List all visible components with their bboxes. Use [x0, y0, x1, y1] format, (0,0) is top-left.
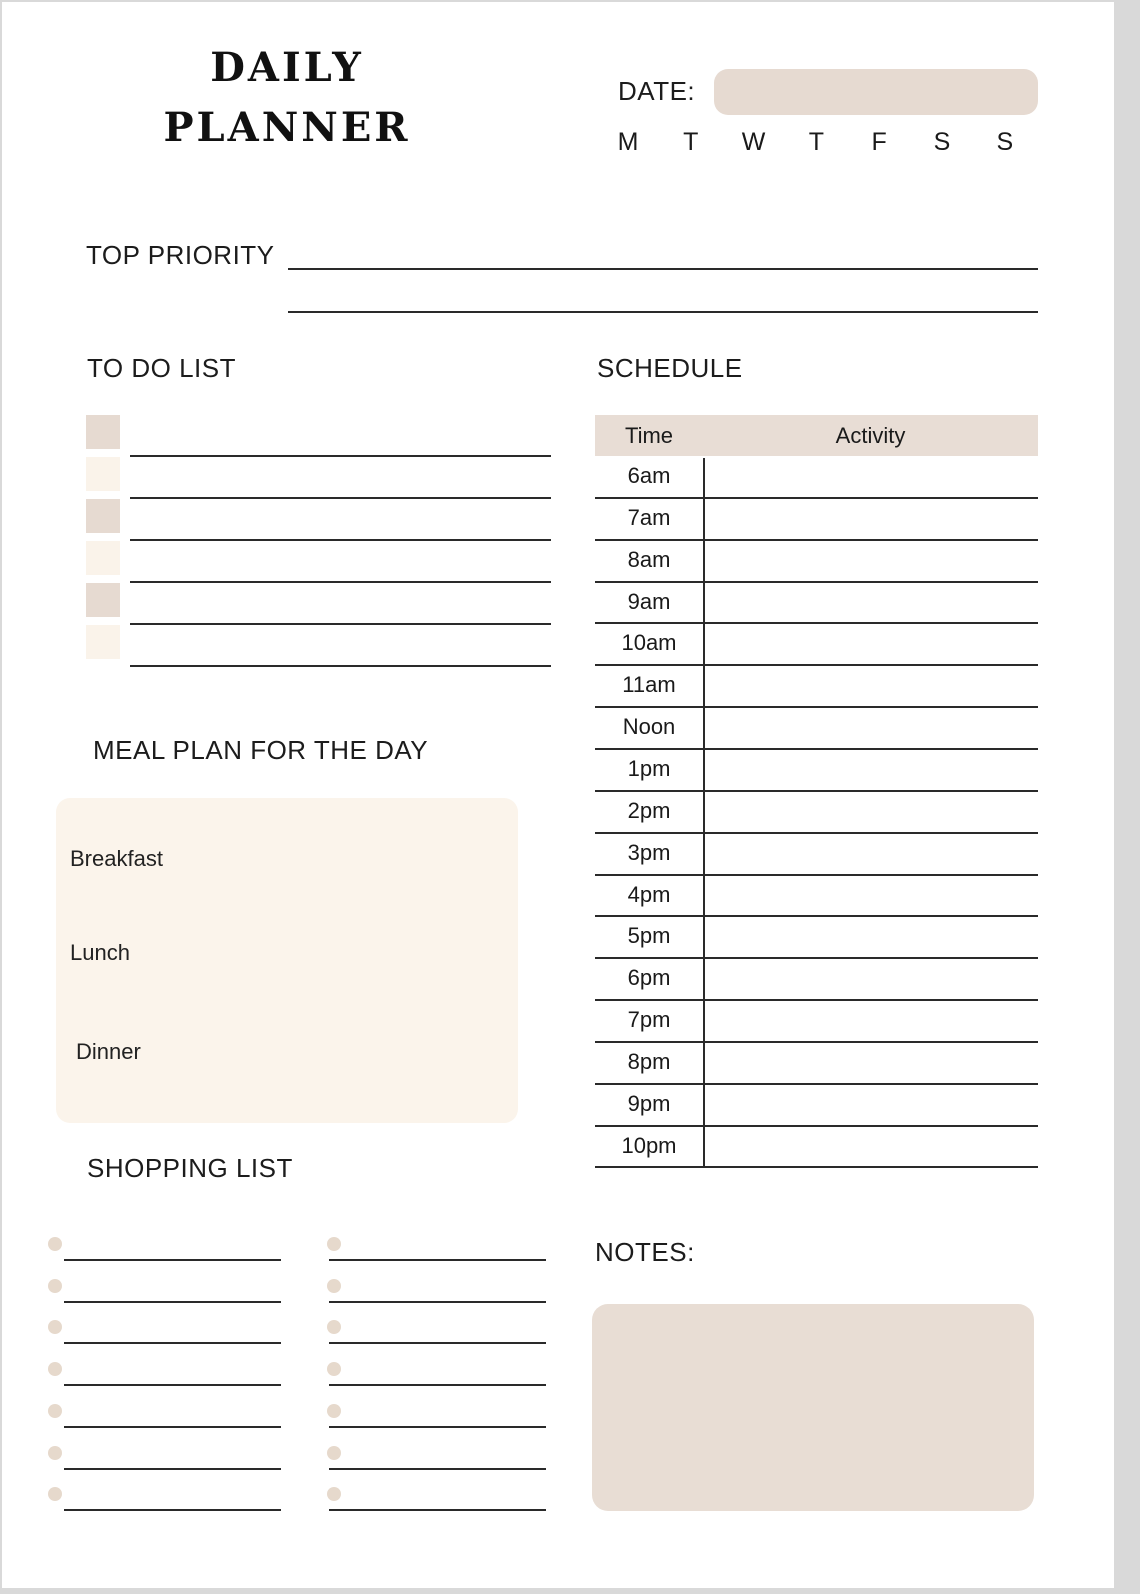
shopping-bullet	[327, 1362, 341, 1376]
todo-checkbox[interactable]	[86, 541, 120, 575]
page-title-line2: PLANNER	[163, 104, 411, 151]
weekday-6[interactable]: S	[996, 128, 1014, 156]
schedule-row-line[interactable]	[595, 1083, 1038, 1085]
shopping-bullet	[48, 1320, 62, 1334]
schedule-time: 8am	[627, 546, 671, 572]
schedule-row-line[interactable]	[595, 999, 1038, 1001]
schedule-activity-header: Activity	[835, 423, 906, 448]
weekday-3[interactable]: T	[808, 128, 825, 156]
shopping-bullet	[327, 1487, 341, 1501]
schedule-time: 11am	[622, 672, 676, 698]
schedule-row-line[interactable]	[595, 874, 1038, 876]
schedule-row-line[interactable]	[595, 915, 1038, 917]
todo-checkbox[interactable]	[86, 583, 120, 617]
shopping-bullet	[327, 1237, 341, 1251]
meal-breakfast-label: Breakfast	[70, 846, 163, 871]
shopping-line[interactable]	[329, 1342, 546, 1344]
schedule-row-line[interactable]	[595, 957, 1038, 959]
notes-box[interactable]	[592, 1304, 1034, 1511]
planner-page	[2, 2, 1114, 1588]
todo-line[interactable]	[130, 623, 551, 625]
top-priority-line[interactable]	[288, 268, 1038, 270]
todo-label: TO DO LIST	[87, 353, 236, 383]
meal-lunch-label: Lunch	[70, 940, 130, 965]
schedule-time: 10am	[621, 630, 677, 656]
shopping-line[interactable]	[64, 1426, 281, 1428]
todo-line[interactable]	[130, 581, 551, 583]
schedule-row-line[interactable]	[595, 539, 1038, 541]
top-priority-line[interactable]	[288, 311, 1038, 313]
shopping-line[interactable]	[64, 1509, 281, 1511]
schedule-column-divider	[703, 458, 705, 1168]
shopping-line[interactable]	[64, 1384, 281, 1386]
todo-checkbox[interactable]	[86, 415, 120, 449]
schedule-time: 7am	[627, 504, 671, 530]
schedule-time: 8pm	[627, 1048, 671, 1074]
schedule-row-line[interactable]	[595, 1166, 1038, 1168]
schedule-row-line[interactable]	[595, 1125, 1038, 1127]
date-label: DATE:	[618, 76, 696, 106]
date-field[interactable]	[714, 69, 1038, 115]
schedule-time: Noon	[622, 714, 676, 740]
shopping-line[interactable]	[64, 1259, 281, 1261]
shopping-bullet	[327, 1320, 341, 1334]
schedule-time: 6pm	[627, 965, 671, 991]
todo-line[interactable]	[130, 455, 551, 457]
meal-plan-box	[56, 798, 518, 1123]
todo-checkbox[interactable]	[86, 457, 120, 491]
shopping-bullet	[48, 1446, 62, 1460]
schedule-row-line[interactable]	[595, 1041, 1038, 1043]
todo-line[interactable]	[130, 665, 551, 667]
schedule-row-line[interactable]	[595, 581, 1038, 583]
schedule-label: SCHEDULE	[597, 353, 743, 383]
todo-checkbox[interactable]	[86, 625, 120, 659]
shopping-bullet	[327, 1446, 341, 1460]
shopping-bullet	[327, 1279, 341, 1293]
shopping-line[interactable]	[64, 1342, 281, 1344]
shopping-line[interactable]	[329, 1384, 546, 1386]
shopping-bullet	[327, 1404, 341, 1418]
schedule-time: 3pm	[627, 839, 671, 865]
weekday-2[interactable]: W	[741, 128, 766, 156]
shopping-line[interactable]	[64, 1468, 281, 1470]
schedule-time: 2pm	[627, 797, 671, 823]
schedule-row-line[interactable]	[595, 832, 1038, 834]
schedule-row-line[interactable]	[595, 664, 1038, 666]
shopping-line[interactable]	[329, 1259, 546, 1261]
schedule-time: 7pm	[627, 1007, 671, 1033]
shopping-line[interactable]	[329, 1468, 546, 1470]
schedule-time: 4pm	[627, 881, 671, 907]
notes-label: NOTES:	[595, 1237, 695, 1267]
todo-checkbox[interactable]	[86, 499, 120, 533]
page-title-line1: DAILY	[210, 44, 364, 91]
weekday-4[interactable]: F	[871, 128, 887, 156]
shopping-line[interactable]	[329, 1301, 546, 1303]
schedule-time: 10pm	[621, 1132, 677, 1158]
weekday-1[interactable]: T	[683, 128, 699, 156]
shopping-bullet	[48, 1487, 62, 1501]
shopping-list-label: SHOPPING LIST	[87, 1153, 293, 1183]
meal-dinner-label: Dinner	[76, 1039, 141, 1064]
shopping-line[interactable]	[64, 1301, 281, 1303]
meal-plan-label: MEAL PLAN FOR THE DAY	[93, 735, 429, 765]
shopping-bullet	[48, 1279, 62, 1293]
weekday-5[interactable]: S	[933, 128, 951, 156]
weekday-0[interactable]: M	[617, 128, 639, 156]
schedule-time: 1pm	[627, 755, 671, 781]
todo-line[interactable]	[130, 539, 551, 541]
schedule-time: 6am	[627, 463, 671, 488]
shopping-bullet	[48, 1237, 62, 1251]
top-priority-label: TOP PRIORITY	[86, 240, 275, 270]
shopping-bullet	[48, 1362, 62, 1376]
schedule-header	[595, 415, 1038, 456]
shopping-line[interactable]	[329, 1426, 546, 1428]
schedule-row-line[interactable]	[595, 622, 1038, 624]
todo-line[interactable]	[130, 497, 551, 499]
schedule-row-line[interactable]	[595, 790, 1038, 792]
schedule-row-line[interactable]	[595, 706, 1038, 708]
schedule-time-header: Time	[624, 423, 674, 448]
schedule-row-line[interactable]	[595, 748, 1038, 750]
shopping-bullet	[48, 1404, 62, 1418]
schedule-time: 9am	[627, 588, 671, 614]
schedule-row-line[interactable]	[595, 497, 1038, 499]
schedule-time: 5pm	[627, 923, 671, 949]
shopping-line[interactable]	[329, 1509, 546, 1511]
schedule-time: 9pm	[627, 1090, 671, 1116]
